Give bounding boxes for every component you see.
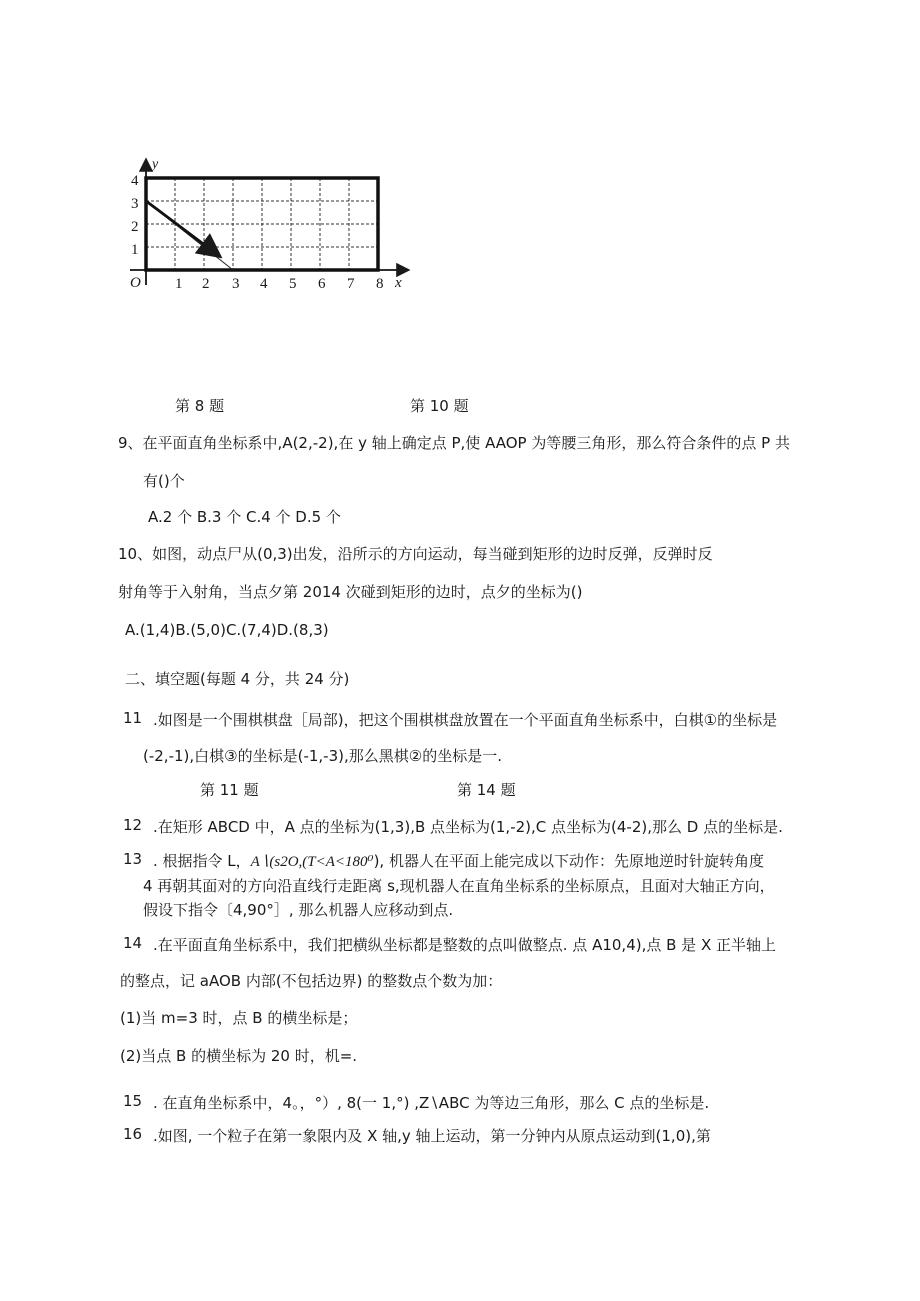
caption-fig8: 第 8 题 bbox=[175, 397, 225, 415]
origin-label: O bbox=[130, 275, 141, 291]
x-tick-2: 2 bbox=[202, 276, 210, 292]
y-tick-3: 3 bbox=[131, 196, 139, 212]
q11-line2: (-2,-1),白棋③的坐标是(-1,-3),那么黑棋②的坐标是一. bbox=[143, 747, 502, 765]
x-tick-8: 8 bbox=[376, 276, 384, 292]
x-tick-4: 4 bbox=[260, 276, 268, 292]
x-tick-7: 7 bbox=[347, 276, 355, 292]
y-tick-1: 1 bbox=[131, 242, 139, 258]
q13-line3: 假设下指令〔4,90°］, 那么机器人应移动到点. bbox=[143, 901, 454, 919]
q14-line2: 的整点，记 aAOB 内部(不包括边界) 的整数点个数为加： bbox=[120, 972, 503, 990]
q11-number: 11 bbox=[123, 709, 143, 727]
q14-sub2: (2)当点 B 的横坐标为 20 时，机=. bbox=[120, 1047, 358, 1065]
grid-lines bbox=[146, 178, 378, 270]
q14-sub1: (1)当 m=3 时，点 B 的横坐标是； bbox=[120, 1009, 358, 1027]
q10-line2: 射角等于入射角，当点夕第 2014 次碰到矩形的边时，点夕的坐标为() bbox=[118, 583, 583, 601]
x-tick-3: 3 bbox=[232, 276, 240, 292]
q9-line1: 9、在平面直角坐标系中,A(2,-2),在 y 轴上确定点 P,使 AAOP 为等腰三角形，那么符合条件的点 P 共 bbox=[118, 434, 790, 452]
x-tick-1: 1 bbox=[175, 276, 183, 292]
axis-x-label: x bbox=[395, 275, 402, 291]
y-tick-2: 2 bbox=[131, 219, 139, 235]
q9-line2: 有()个 bbox=[143, 472, 185, 490]
q14-line1: .在平面直角坐标系中，我们把横纵坐标都是整数的点叫做整点. 点 A10,4),点 B 是 X 正半轴上 bbox=[153, 936, 776, 954]
q16-number: 16 bbox=[123, 1125, 143, 1143]
x-tick-6: 6 bbox=[318, 276, 326, 292]
q15-text: . 在直角坐标系中，4。，°）, 8(一 1,°) ,Z∖ABC 为等边三角形，那么 C 点的坐标是. bbox=[153, 1094, 710, 1112]
q10-line1: 10、如图，动点尸从(0,3)出发，沿所示的方向运动，每当碰到矩形的边时反弹，反弹时反 bbox=[118, 545, 713, 563]
axis-y-label: y bbox=[152, 157, 159, 172]
q12-number: 12 bbox=[123, 816, 143, 834]
q13-line2: 4 再朝其面对的方向沿直线行走距离 s,现机器人在直角坐标系的坐标原点，且面对大轴正方向， bbox=[143, 877, 775, 895]
caption-fig11: 第 11 题 bbox=[200, 781, 259, 799]
q10-options: A.(1,4)B.(5,0)C.(7,4)D.(8,3) bbox=[125, 621, 329, 639]
q13-line1-part-c: ), 机器人在平面上能完成以下动作：先原地逆时针旋转角度 bbox=[373, 852, 764, 870]
figure-q10-grid bbox=[125, 155, 425, 295]
q13-line1-part-a: . 根据指令 L， bbox=[153, 852, 251, 870]
caption-fig14: 第 14 题 bbox=[457, 781, 516, 799]
section-heading-fill-in: 二、填空题(每题 4 分，共 24 分) bbox=[125, 670, 350, 688]
q13-line1-formula: A∖(s2O,(T<A<180⁰ bbox=[250, 854, 374, 870]
y-tick-4: 4 bbox=[131, 173, 139, 189]
x-tick-5: 5 bbox=[289, 276, 297, 292]
q14-number: 14 bbox=[123, 934, 143, 952]
q16-text: .如图, 一个粒子在第一象限内及 X 轴,y 轴上运动，第一分钟内从原点运动到(1,0),第 bbox=[153, 1127, 711, 1145]
caption-fig10: 第 10 题 bbox=[410, 397, 469, 415]
q11-line1: .如图是一个围棋棋盘［局部)，把这个围棋棋盘放置在一个平面直角坐标系中，白棋①的坐标是 bbox=[153, 711, 778, 729]
q13-line1 bbox=[153, 850, 764, 871]
q9-options: A.2 个 B.3 个 C.4 个 D.5 个 bbox=[148, 508, 341, 526]
q15-number: 15 bbox=[123, 1092, 143, 1110]
q13-number: 13 bbox=[123, 850, 143, 868]
q12-text: .在矩形 ABCD 中，A 点的坐标为(1,3),B 点坐标为(1,-2),C 点坐标为(4-2),那么 D 点的坐标是. bbox=[153, 818, 783, 836]
